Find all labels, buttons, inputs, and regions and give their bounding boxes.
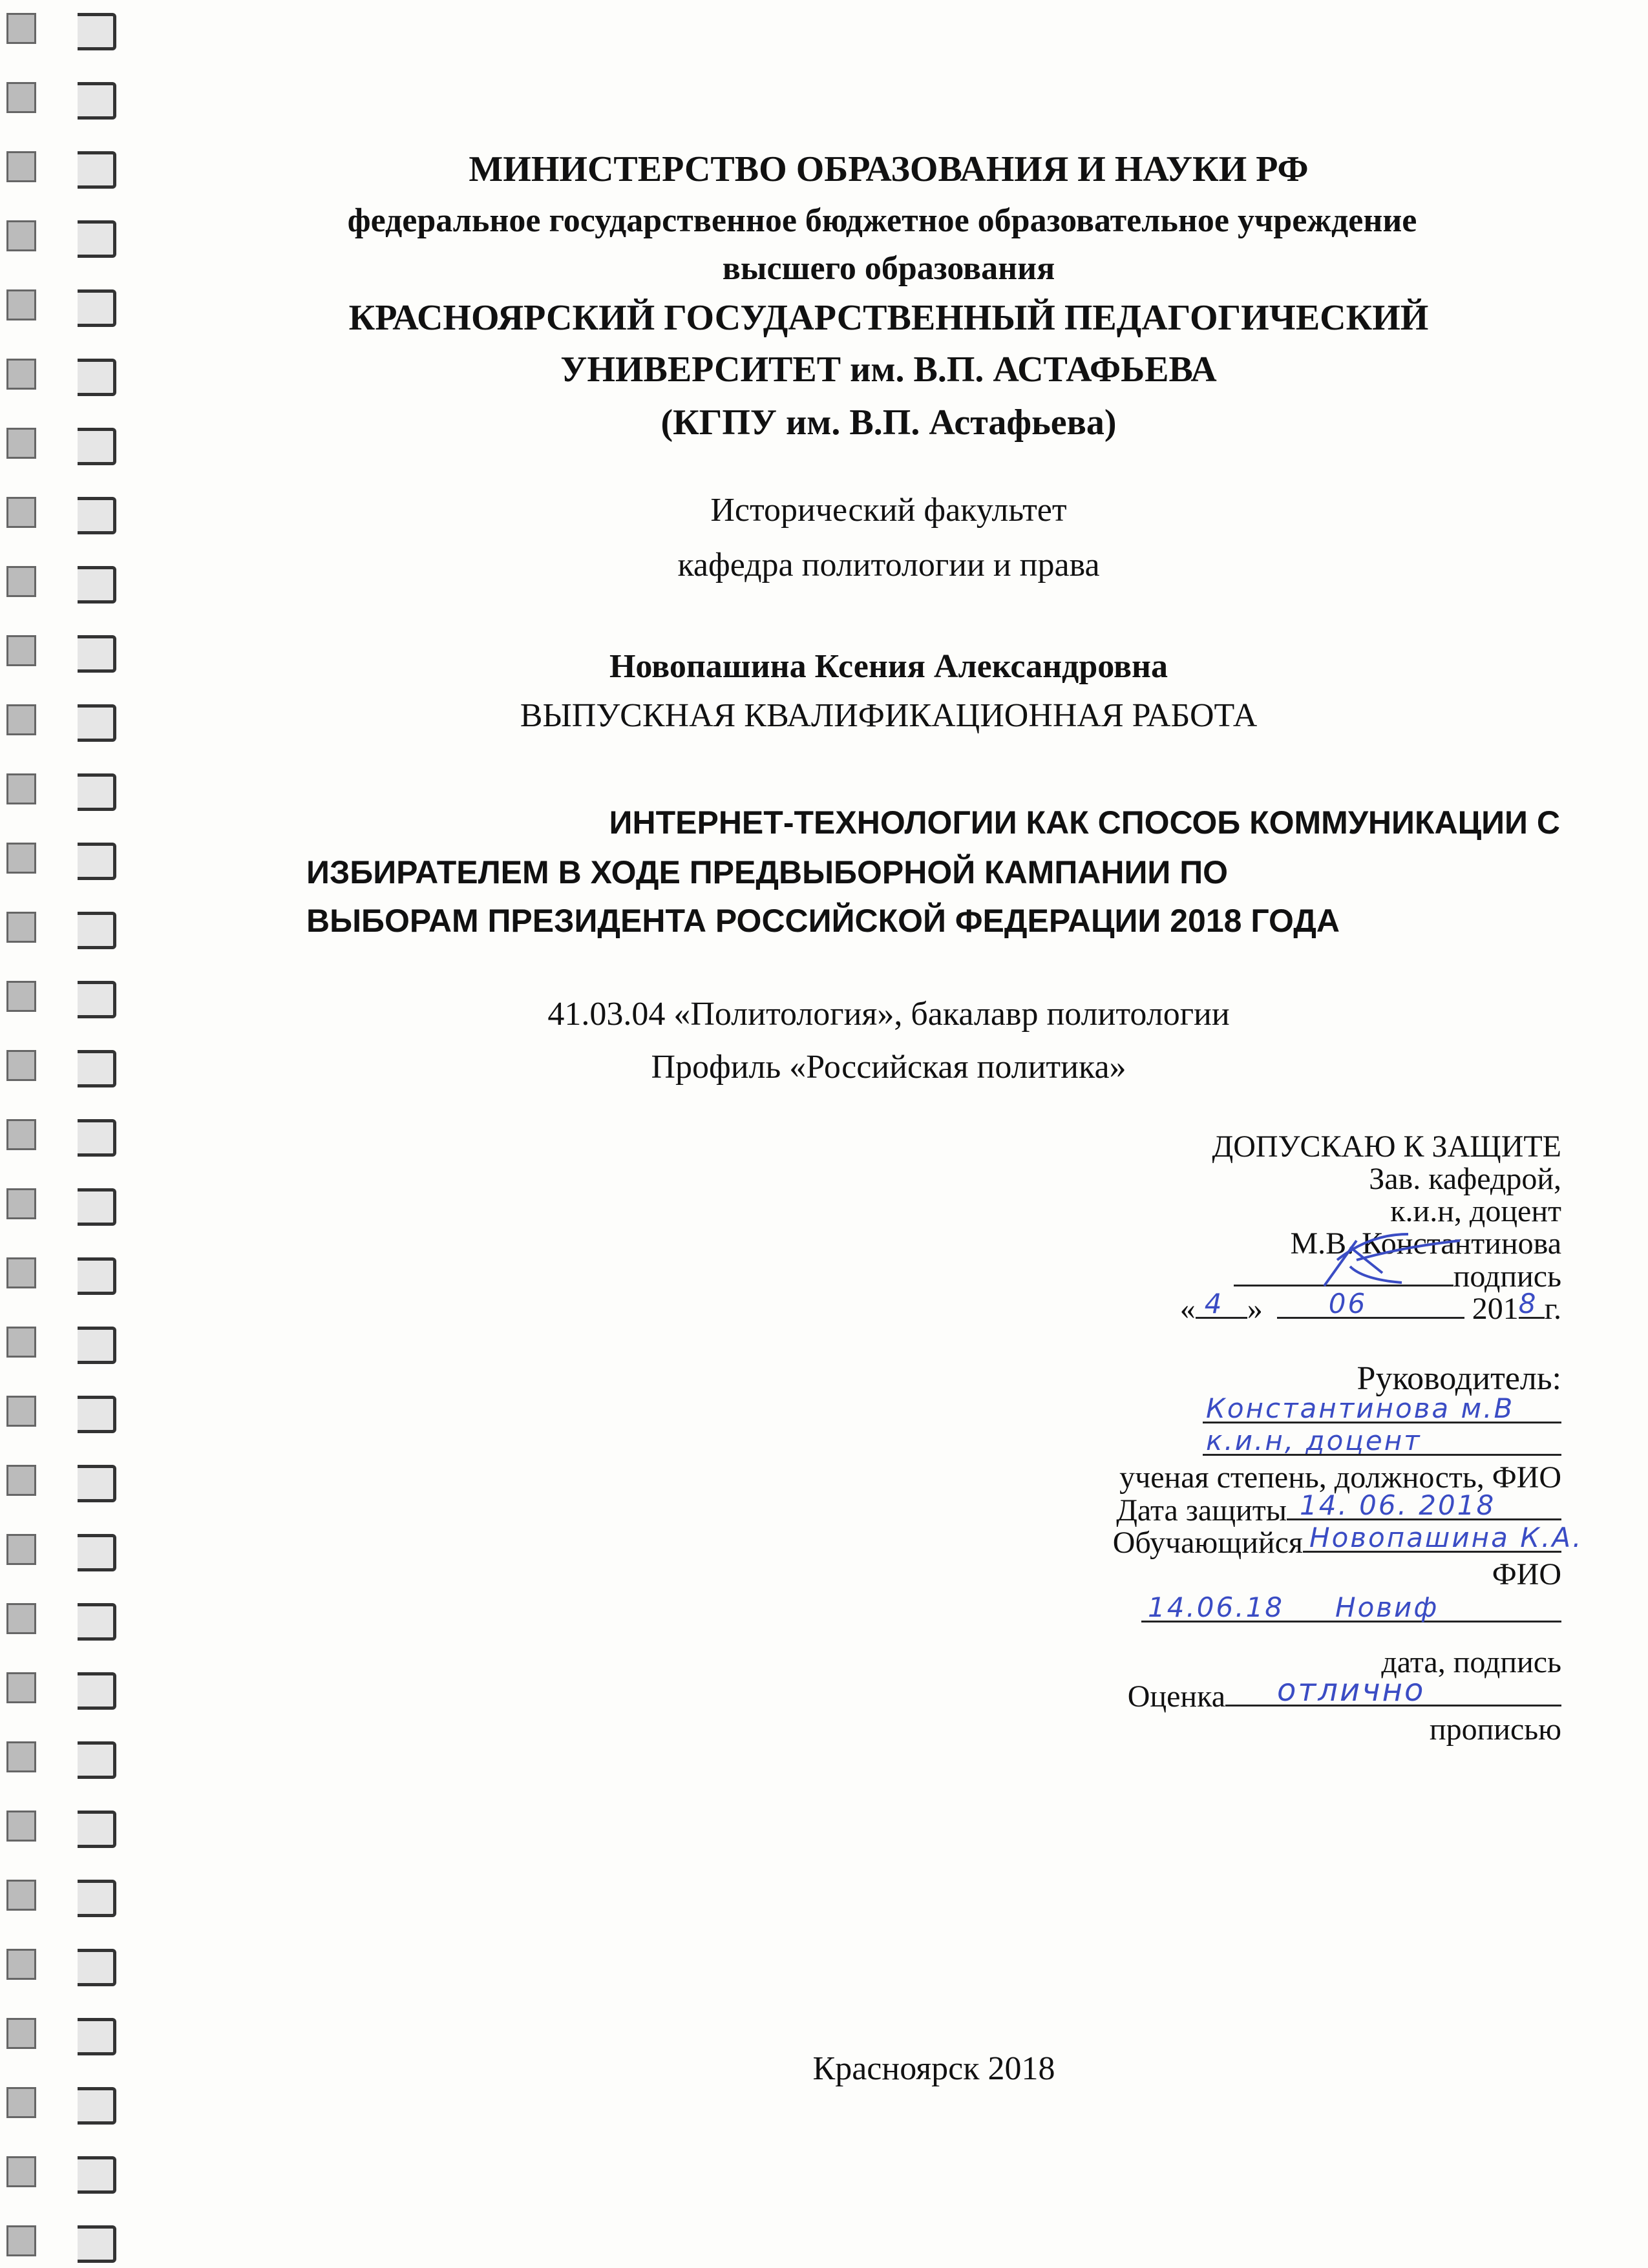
approval-signature-row (1234, 1260, 1561, 1292)
binding-hole (6, 1188, 36, 1219)
thesis-title-line: ИНТЕРНЕТ-ТЕХНОЛОГИИ КАК СПОСОБ КОММУНИКАЦИИ С (609, 804, 1560, 841)
binding-wire (78, 151, 116, 189)
approval-degree: к.и.н, доцент (1390, 1194, 1561, 1228)
month-value: 06 (1328, 1288, 1368, 1319)
binding-ring (6, 1327, 110, 1359)
binding-hole (6, 1949, 36, 1980)
binding-ring (6, 1880, 110, 1912)
binding-ring (6, 635, 110, 667)
binding-ring (6, 704, 110, 737)
thesis-title-line: ВЫБОРАМ ПРЕЗИДЕНТА РОССИЙСКОЙ ФЕДЕРАЦИИ 2018 ГОДА (306, 903, 1340, 939)
binding-ring (6, 1465, 110, 1497)
student-sign-line (1141, 1591, 1561, 1623)
binding-ring (6, 1119, 110, 1151)
student-sign-caption: дата, подпись (1381, 1645, 1561, 1679)
binding-ring (6, 981, 110, 1013)
binding-ring (6, 2225, 110, 2258)
thesis-title-line: ИЗБИРАТЕЛЕМ В ХОДЕ ПРЕДВЫБОРНОЙ КАМПАНИИ ПО (306, 854, 1229, 890)
binding-hole (6, 13, 36, 44)
binding-hole (6, 1119, 36, 1150)
binding-hole (6, 704, 36, 735)
binding-wire (78, 428, 116, 465)
footer-city-year: Красноярск 2018 (812, 2050, 1055, 2087)
binding-ring (6, 566, 110, 598)
binding-hole (6, 2018, 36, 2049)
binding-wire (78, 1534, 116, 1571)
binding-ring (6, 220, 110, 253)
binding-hole (6, 1672, 36, 1703)
student-signature: Новиф (1335, 1591, 1439, 1623)
supervisor-degree-handwritten: к.и.н, доцент (1206, 1425, 1422, 1456)
binding-ring (6, 359, 110, 391)
binding-hole (6, 220, 36, 251)
binding-wire (78, 1672, 116, 1710)
binding-hole (6, 151, 36, 182)
approval-heading: ДОПУСКАЮ К ЗАЩИТЕ (1212, 1129, 1561, 1164)
binding-hole (6, 428, 36, 459)
binding-hole (6, 1050, 36, 1081)
year-prefix: 201 (1472, 1292, 1519, 1326)
binding-wire (78, 220, 116, 258)
binding-ring (6, 13, 110, 45)
approval-position: Зав. кафедрой, (1369, 1162, 1561, 1196)
supervisor-name-handwritten: Константинова м.В (1206, 1392, 1515, 1424)
binding-hole (6, 1327, 36, 1358)
university-name: КРАСНОЯРСКИЙ ГОСУДАРСТВЕННЫЙ ПЕДАГОГИЧЕСКИЙ (348, 298, 1429, 338)
quote-open: « (1179, 1292, 1196, 1326)
binding-ring (6, 428, 110, 460)
binding-wire (78, 2225, 116, 2263)
defense-label: Дата защиты (1116, 1493, 1287, 1528)
university-short: (КГПУ им. В.П. Астафьева) (660, 403, 1117, 443)
year-field (1518, 1288, 1545, 1319)
approval-date-row (1179, 1288, 1561, 1326)
quote-close: » (1247, 1292, 1263, 1326)
student-sign-date: 14.06.18 (1148, 1591, 1285, 1623)
student-row (1112, 1522, 1583, 1560)
supervisor-degree-row (1203, 1425, 1561, 1462)
binding-wire (78, 635, 116, 673)
binding-hole (6, 2156, 36, 2187)
year-suffix: г. (1544, 1292, 1561, 1326)
student-label: Обучающийся (1112, 1526, 1303, 1560)
grade-caption: прописью (1429, 1712, 1561, 1747)
binding-hole (6, 843, 36, 874)
binding-ring (6, 1257, 110, 1290)
binding-ring (6, 912, 110, 944)
profile: Профиль «Российская политика» (651, 1049, 1126, 1086)
binding-ring (6, 2087, 110, 2119)
month-field (1277, 1288, 1464, 1319)
binding-wire (78, 1050, 116, 1087)
binding-wire (78, 566, 116, 604)
binding-wire (78, 1188, 116, 1226)
binding-wire (78, 1880, 116, 1917)
defense-line (1287, 1489, 1561, 1521)
binding-wire (78, 1396, 116, 1433)
student-caption: ФИО (1492, 1557, 1561, 1591)
binding-ring (6, 1741, 110, 1774)
binding-ring (6, 1188, 110, 1221)
binding-wire (78, 1327, 116, 1364)
supervisor-caption: ученая степень, должность, ФИО (1119, 1460, 1561, 1495)
grade-line (1225, 1672, 1561, 1708)
binding-ring (6, 1949, 110, 1981)
binding-wire (78, 497, 116, 534)
university-name-2: УНИВЕРСИТЕТ им. В.П. АСТАФЬЕВА (560, 350, 1217, 390)
binding-wire (78, 289, 116, 327)
binding-hole (6, 1257, 36, 1288)
binding-wire (78, 1465, 116, 1502)
signature-line (1234, 1260, 1453, 1286)
defense-date-value: 14. 06. 2018 (1300, 1489, 1496, 1521)
binding-hole (6, 981, 36, 1012)
binding-ring (6, 289, 110, 322)
binding-wire (78, 2087, 116, 2125)
binding-hole (6, 497, 36, 528)
institution-type: федеральное государственное бюджетное образовательное учреждение (347, 202, 1417, 239)
year-digit: 8 (1518, 1288, 1538, 1319)
binding-ring (6, 843, 110, 875)
binding-hole (6, 912, 36, 943)
binding-wire (78, 1811, 116, 1848)
binding-ring (6, 2018, 110, 2050)
binding-wire (78, 1949, 116, 1986)
binding-hole (6, 1741, 36, 1772)
binding-wire (78, 82, 116, 120)
binding-ring (6, 773, 110, 806)
faculty: Исторический факультет (710, 492, 1067, 529)
binding-ring (6, 1534, 110, 1566)
binding-hole (6, 2225, 36, 2256)
day-value: 4 (1204, 1288, 1224, 1319)
binding-ring (6, 1811, 110, 1843)
binding-wire (78, 2156, 116, 2194)
binding-wire (78, 843, 116, 880)
binding-ring (6, 1603, 110, 1635)
handwritten-signature (1311, 1221, 1466, 1292)
binding-hole (6, 773, 36, 804)
spiral-binding (0, 0, 123, 2268)
binding-hole (6, 1603, 36, 1634)
grade-row (1127, 1672, 1561, 1714)
binding-hole (6, 1880, 36, 1911)
work-type: ВЫПУСКНАЯ КВАЛИФИКАЦИОННАЯ РАБОТА (520, 697, 1258, 734)
binding-wire (78, 912, 116, 949)
binding-hole (6, 359, 36, 390)
department: кафедра политологии и права (677, 547, 1100, 583)
student-name-value: Новопашина К.А. (1309, 1522, 1583, 1553)
binding-ring (6, 82, 110, 114)
approval-name: М.В. Константинова (1290, 1226, 1561, 1261)
student-sign-row (1141, 1591, 1561, 1628)
binding-hole (6, 2087, 36, 2118)
signature-label: подпись (1453, 1259, 1561, 1294)
binding-ring (6, 1672, 110, 1705)
binding-ring (6, 151, 110, 184)
binding-hole (6, 635, 36, 666)
ministry-heading: МИНИСТЕРСТВО ОБРАЗОВАНИЯ И НАУКИ РФ (469, 149, 1309, 189)
binding-ring (6, 2156, 110, 2189)
supervisor-degree-line (1203, 1425, 1561, 1456)
binding-wire (78, 1119, 116, 1157)
institution-type-2: высшего образования (722, 250, 1055, 287)
binding-hole (6, 289, 36, 320)
student-line (1303, 1522, 1583, 1553)
binding-hole (6, 82, 36, 113)
author-name: Новопашина Ксения Александровна (609, 648, 1168, 685)
binding-ring (6, 1396, 110, 1428)
binding-hole (6, 566, 36, 597)
day-field (1196, 1288, 1247, 1319)
binding-wire (78, 704, 116, 742)
binding-wire (78, 981, 116, 1018)
binding-ring (6, 497, 110, 529)
binding-hole (6, 1465, 36, 1496)
binding-wire (78, 1741, 116, 1779)
binding-wire (78, 359, 116, 396)
binding-wire (78, 773, 116, 811)
binding-hole (6, 1534, 36, 1565)
specialty: 41.03.04 «Политология», бакалавр политологии (547, 996, 1230, 1033)
binding-hole (6, 1811, 36, 1842)
binding-hole (6, 1396, 36, 1427)
binding-wire (78, 1603, 116, 1641)
grade-value: отлично (1277, 1672, 1426, 1708)
supervisor-name-line (1203, 1392, 1561, 1424)
binding-wire (78, 1257, 116, 1295)
grade-label: Оценка (1127, 1679, 1225, 1714)
binding-ring (6, 1050, 110, 1082)
supervisor-heading: Руководитель: (1357, 1360, 1561, 1397)
binding-wire (78, 13, 116, 50)
